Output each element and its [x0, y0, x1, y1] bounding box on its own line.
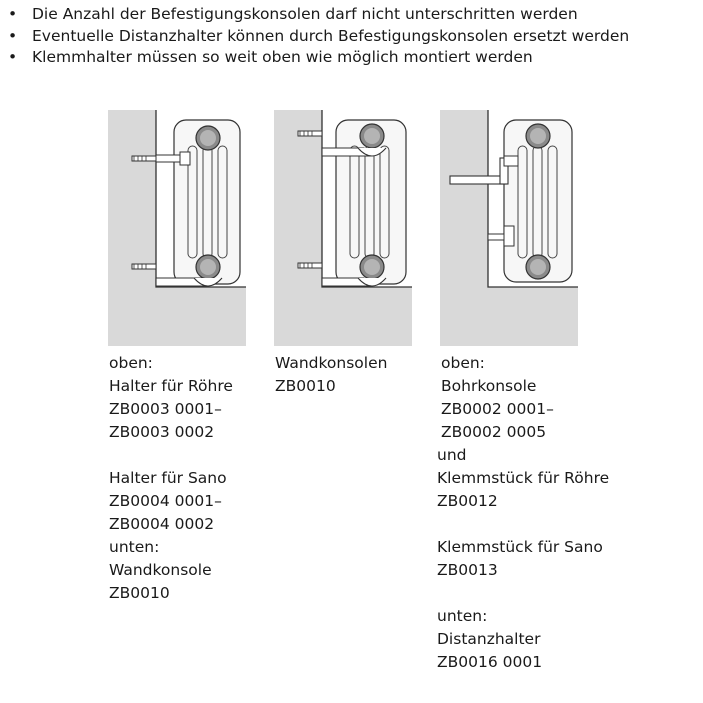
bullet-icon: • [8, 5, 18, 23]
figure-holder-mount [108, 110, 246, 346]
instruction-item: • Die Anzahl der Befestigungskonsolen darf nicht unterschritten werden [8, 4, 629, 26]
instruction-item: • Eventuelle Distanzhalter können durch Befestigungskonsolen ersetzt werden [8, 26, 629, 48]
caption-middle: Wandkonsolen ZB0010 [275, 354, 388, 395]
instruction-list [8, 4, 629, 69]
caption-right: oben: Bohrkonsole ZB0002 0001– ZB0002 0005 und Klemmstück für Röhre ZB0012 Klemmstück für Sano ZB0013 unten: Distanzhalter ZB0016 0001 [437, 354, 610, 671]
bullet-icon: • [8, 26, 18, 45]
figure-wall-brackets [274, 110, 412, 346]
bullet-icon: • [8, 48, 18, 66]
figure-drill-bracket [440, 110, 578, 346]
caption-left: oben: Halter für Röhre ZB0003 0001– ZB0003 0002 Halter für Sano ZB0004 0001– ZB0004 0002 unten: Wandkonsole ZB0010 [109, 354, 233, 602]
instruction-item: • Klemmhalter müssen so weit oben wie möglich montiert werden [8, 47, 629, 69]
